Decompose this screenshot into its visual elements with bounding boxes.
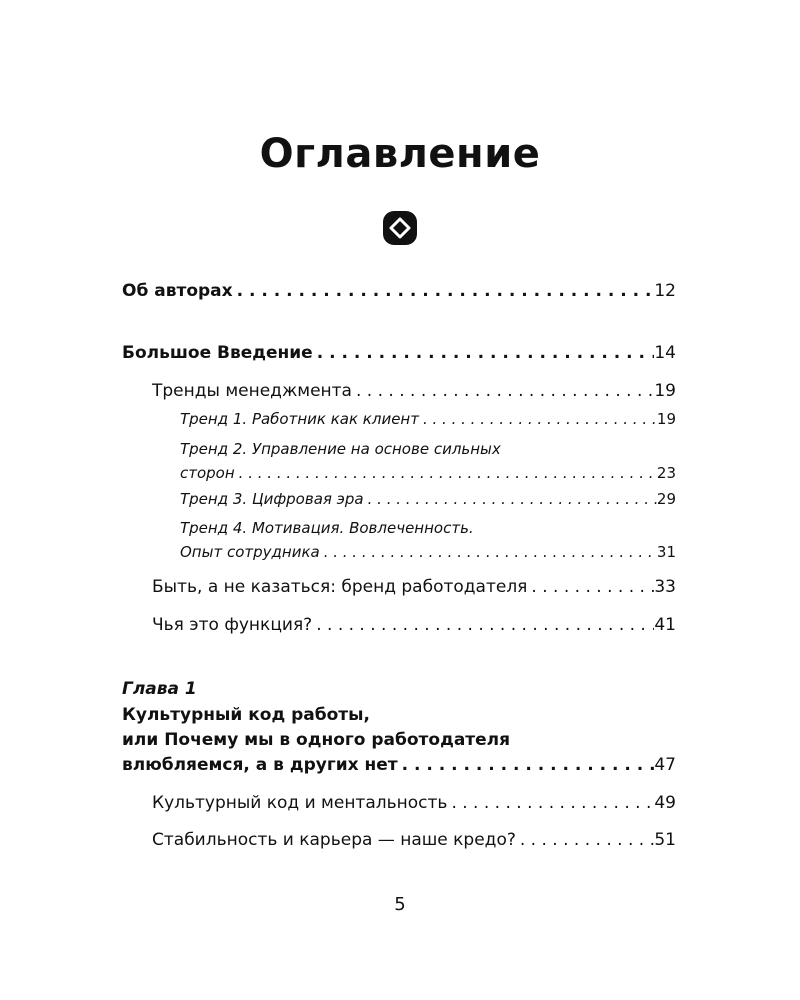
leader-dots	[398, 752, 655, 778]
toc-entry-page: 31	[656, 543, 676, 561]
toc-entry-text: влюбляемся, а в других нет	[122, 755, 398, 775]
toc-entry-page: 12	[654, 281, 676, 301]
leader-dots	[447, 790, 654, 816]
leader-dots	[516, 827, 654, 853]
toc-entry-employer-brand[interactable]	[152, 574, 676, 600]
leader-dots	[313, 340, 655, 366]
toc-entry-trend-4[interactable]	[180, 516, 676, 564]
chapter-title-line1: Культурный код работы,	[122, 705, 370, 725]
toc-entry-text: Тренды менеджмента	[152, 381, 352, 401]
chapter-title-line2: или Почему мы в одного работодателя	[122, 730, 511, 750]
toc-entry-page: 41	[654, 615, 676, 635]
toc-entry-page: 47	[654, 755, 676, 775]
toc-entry-text: Тренд 3. Цифровая эра	[180, 490, 364, 508]
toc-entry-stability-career[interactable]	[152, 827, 676, 853]
leader-dots	[364, 487, 657, 511]
toc-entry-text: Быть, а не казаться: бренд работодателя	[152, 577, 528, 597]
leader-dots	[419, 407, 657, 431]
leader-dots	[352, 378, 654, 404]
toc-entry-page: 51	[654, 830, 676, 850]
toc-entry-text-line1: Тренд 4. Мотивация. Вовлеченность.	[180, 519, 474, 537]
toc-entry-text-line1: Тренд 2. Управление на основе сильных	[180, 440, 501, 458]
toc-entry-page: 19	[654, 381, 676, 401]
toc-entry-page: 23	[656, 464, 676, 482]
toc-entry-big-intro[interactable]	[122, 340, 676, 366]
toc-entry-text: Тренд 1. Работник как клиент	[180, 410, 419, 428]
toc-entry-page: 29	[656, 490, 676, 508]
toc-entry-text: Стабильность и карьера — наше кредо?	[152, 830, 516, 850]
toc-entry-management-trends[interactable]	[152, 378, 676, 404]
toc-entry-text: Культурный код и ментальность	[152, 793, 448, 813]
leader-dots	[235, 461, 657, 485]
toc-entry-page: 49	[654, 793, 676, 813]
toc-entry-text: Опыт сотрудника	[180, 543, 320, 561]
toc-entry-text: Об авторах	[122, 281, 233, 301]
leader-dots	[320, 540, 657, 564]
toc-entry-page: 19	[656, 410, 676, 428]
toc-entry-about-authors[interactable]	[122, 278, 676, 304]
toc-entry-text: сторон	[180, 464, 235, 482]
leader-dots	[527, 574, 654, 600]
page-title: Оглавление	[259, 131, 541, 177]
page-number: 5	[394, 894, 406, 915]
toc-entry-trend-2[interactable]	[180, 437, 676, 485]
toc-entry-cultural-code[interactable]	[152, 790, 676, 816]
toc-entry-text: Большое Введение	[122, 343, 313, 363]
leader-dots	[312, 612, 654, 638]
toc-entry-trend-3[interactable]	[180, 487, 676, 511]
toc-entry-page: 33	[654, 577, 676, 597]
chapter-label: Глава 1	[122, 679, 197, 699]
toc-entry-whose-function[interactable]	[152, 612, 676, 638]
toc-entry-page: 14	[654, 343, 676, 363]
toc-entry-text: Чья это функция?	[152, 615, 313, 635]
toc-entry-chapter-1[interactable]	[122, 752, 676, 778]
leader-dots	[233, 278, 655, 304]
toc-entry-trend-1[interactable]	[180, 407, 676, 431]
